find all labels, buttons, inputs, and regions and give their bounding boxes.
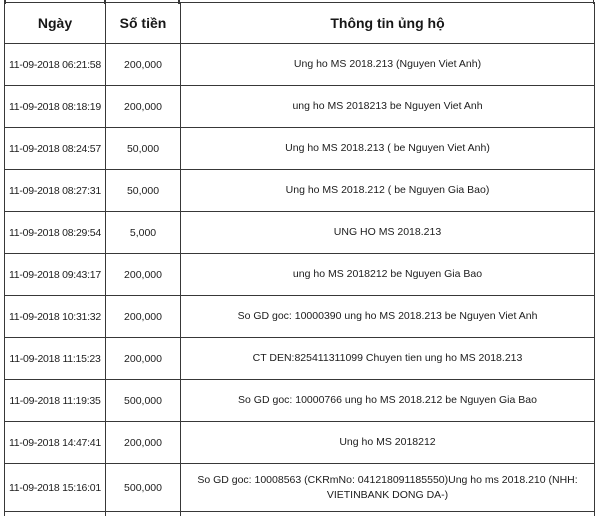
table-row: [5, 422, 595, 464]
header-amount: Số tiền: [106, 3, 181, 44]
info-cell: [181, 512, 595, 516]
table-row: [5, 128, 595, 170]
date-cell: 11-09-2018 06:21:58: [5, 44, 106, 86]
table-row: [5, 464, 595, 512]
date-cell: 11-09-2018 08:18:19: [5, 86, 106, 128]
amount-cell: 5,000: [106, 212, 181, 254]
amount-cell: 500,000: [106, 464, 181, 512]
table-row: [5, 380, 595, 422]
header-date: Ngày: [5, 3, 106, 44]
table-row: [5, 296, 595, 338]
date-cell: 11-09-2018 11:15:23: [5, 338, 106, 380]
info-cell: So GD goc: 10008563 (CKRmNo: 041218091185550)Ung ho ms 2018.210 (NHH: VIETINBANK DONG DA-): [181, 464, 595, 512]
date-cell: 11-09-2018 11:19:35: [5, 380, 106, 422]
amount-cell: 200,000: [106, 296, 181, 338]
header-info: Thông tin ủng hộ: [181, 3, 595, 44]
table-row: [5, 44, 595, 86]
table-row: [5, 212, 595, 254]
table-row: [5, 338, 595, 380]
info-cell: Ung ho MS 2018.213 (Nguyen Viet Anh): [181, 44, 595, 86]
amount-cell: 500,000: [106, 380, 181, 422]
info-cell: Ung ho MS 2018.213 ( be Nguyen Viet Anh): [181, 128, 595, 170]
date-cell: 11-09-2018 08:29:54: [5, 212, 106, 254]
amount-cell: 50,000: [106, 128, 181, 170]
info-cell: So GD goc: 10000390 ung ho MS 2018.213 be Nguyen Viet Anh: [181, 296, 595, 338]
date-cell: 11-09-2018 09:43:17: [5, 254, 106, 296]
amount-cell: 200,000: [106, 338, 181, 380]
info-cell: Ung ho MS 2018.212 ( be Nguyen Gia Bao): [181, 170, 595, 212]
info-cell: CT DEN:825411311099 Chuyen tien ung ho MS 2018.213: [181, 338, 595, 380]
table-row: [5, 170, 595, 212]
amount-cell: 200,000: [106, 422, 181, 464]
table-row: [5, 254, 595, 296]
info-cell: UNG HO MS 2018.213: [181, 212, 595, 254]
info-cell: ung ho MS 2018213 be Nguyen Viet Anh: [181, 86, 595, 128]
amount-cell: [106, 512, 181, 516]
table-row: [5, 86, 595, 128]
date-cell: 11-09-2018 15:16:01: [5, 464, 106, 512]
date-cell: [5, 512, 106, 516]
info-cell: ung ho MS 2018212 be Nguyen Gia Bao: [181, 254, 595, 296]
date-cell: 11-09-2018 08:27:31: [5, 170, 106, 212]
date-cell: 11-09-2018 08:24:57: [5, 128, 106, 170]
amount-cell: 200,000: [106, 44, 181, 86]
table-row-partial: [5, 512, 595, 516]
info-cell: So GD goc: 10000766 ung ho MS 2018.212 be Nguyen Gia Bao: [181, 380, 595, 422]
donation-table: [4, 2, 595, 516]
date-cell: 11-09-2018 14:47:41: [5, 422, 106, 464]
info-cell: Ung ho MS 2018212: [181, 422, 595, 464]
amount-cell: 50,000: [106, 170, 181, 212]
amount-cell: 200,000: [106, 86, 181, 128]
header-row: [5, 3, 595, 44]
date-cell: 11-09-2018 10:31:32: [5, 296, 106, 338]
amount-cell: 200,000: [106, 254, 181, 296]
